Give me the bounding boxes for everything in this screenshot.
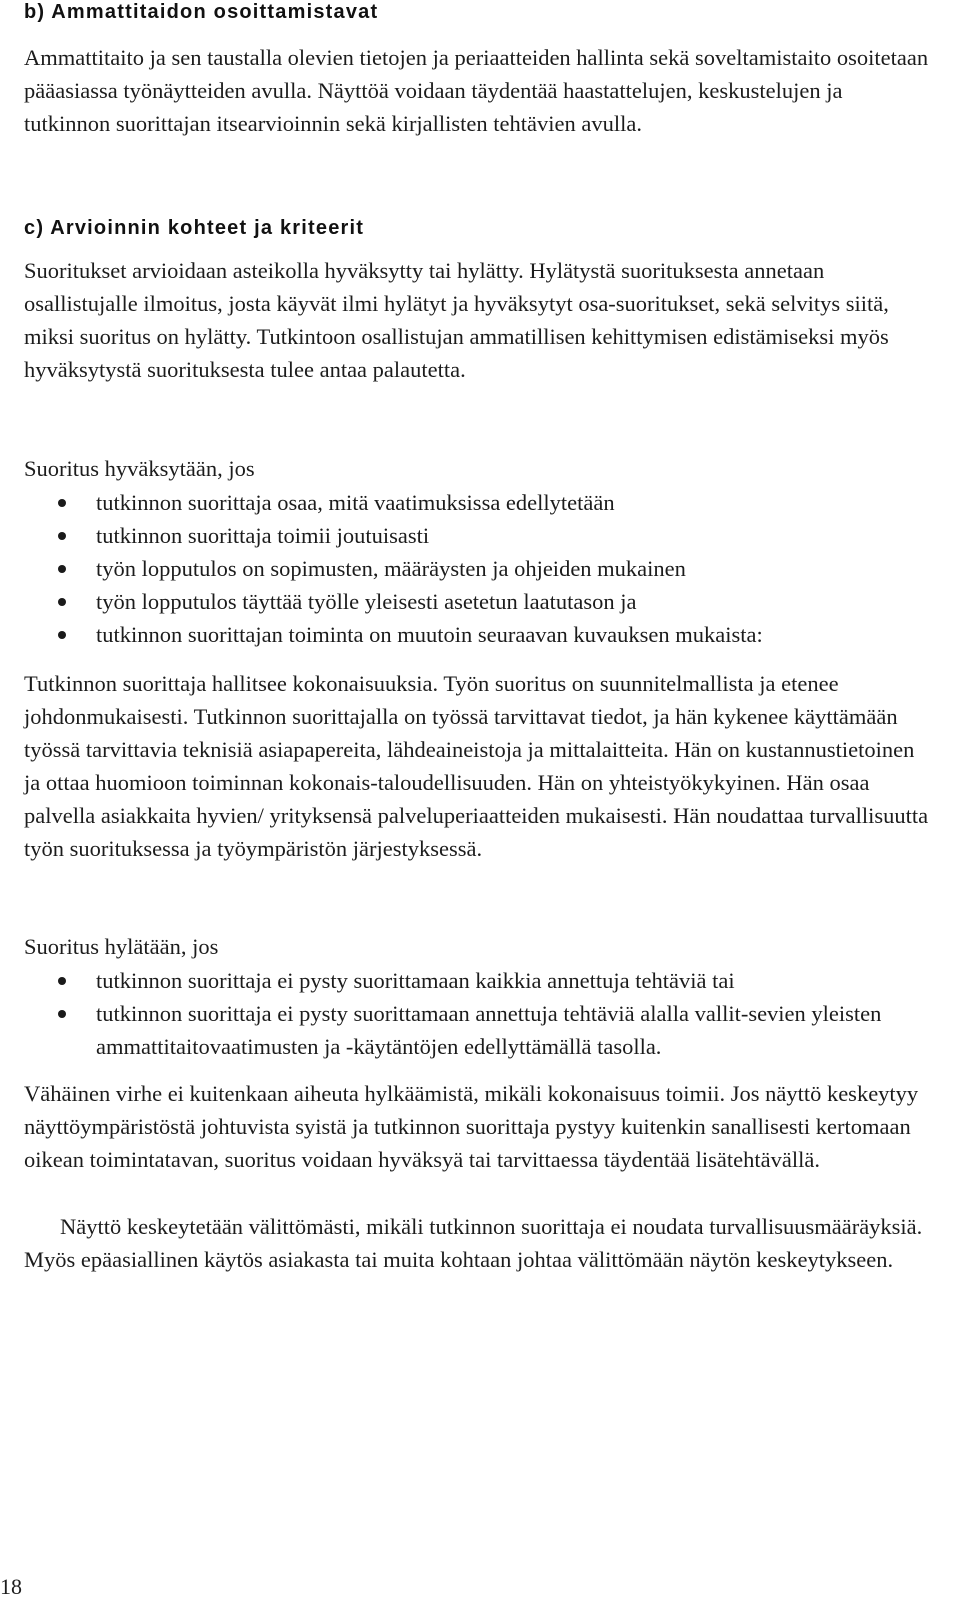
bullet-icon xyxy=(58,499,66,507)
list-item xyxy=(24,519,929,552)
section-c-heading: c) Arvioinnin kohteet ja kriteerit xyxy=(24,217,365,239)
list-item-text: tutkinnon suorittaja ei pysty suorittamaan kaikkia annettuja tehtäviä tai xyxy=(96,968,735,993)
minor-error-paragraph: Vähäinen virhe ei kuitenkaan aiheuta hylkäämistä, mikäli kokonaisuus toimii. Jos näyttö keskeytyy näyttöympäristöstä johtuvista syistä ja tutkinnon suorittaja pystyy kuitenkin sanallisesti kertomaan oikean toimintatavan, suoritus voidaan hyväksyä tai tarvittaessa täydentää lisätehtävällä. xyxy=(24,1081,919,1172)
rejected-criteria-list xyxy=(24,964,936,1063)
bullet-icon xyxy=(58,565,66,573)
list-item xyxy=(24,997,936,1063)
approved-intro: Suoritus hyväksytään, jos xyxy=(24,456,255,481)
list-item xyxy=(24,964,936,997)
list-item-text: tutkinnon suorittaja ei pysty suorittamaan annettuja tehtäviä alalla vallit-sevien yleisten ammattitaitovaatimusten ja -käytäntöjen edellyttämällä tasolla. xyxy=(96,1001,882,1059)
approved-criteria-list xyxy=(24,486,929,651)
list-item-text: tutkinnon suorittaja toimii joutuisasti xyxy=(96,523,430,548)
bullet-icon xyxy=(58,1010,66,1018)
section-b-paragraph: Ammattitaito ja sen taustalla olevien tietojen ja periaatteiden hallinta sekä soveltamistaito osoitetaan pääasiassa työnäytteiden avulla. Näyttöä voidaan täydentää haastattelujen, keskustelujen ja tutkinnon suorittajan itsearvioinnin sekä kirjallisten tehtävien avulla. xyxy=(24,45,929,136)
section-b-heading: b) Ammattitaidon osoittamistavat xyxy=(24,1,379,23)
list-item xyxy=(24,618,929,651)
bullet-icon xyxy=(58,631,66,639)
list-item-text: työn lopputulos on sopimusten, määräysten ja ohjeiden mukainen xyxy=(96,556,686,581)
bullet-icon xyxy=(58,977,66,985)
list-item xyxy=(24,552,929,585)
list-item xyxy=(24,486,929,519)
rejected-intro: Suoritus hylätään, jos xyxy=(24,934,219,959)
assessment-paragraph: Suoritukset arvioidaan asteikolla hyväksytty tai hylätty. Hylätystä suorituksesta annetaan osallistujalle ilmoitus, josta käyvät ilmi hylätyt ja hyväksytyt osa-suoritukset, sekä selvitys siitä, miksi suoritus on hylätty. Tutkintoon osallistujan ammatillisen kehittymisen edistämiseksi myös hyväksytystä suorituksesta tulee antaa palautetta. xyxy=(24,258,889,382)
list-item-text: tutkinnon suorittaja osaa, mitä vaatimuksissa edellytetään xyxy=(96,490,615,515)
competence-description: Tutkinnon suorittaja hallitsee kokonaisuuksia. Työn suoritus on suunnitelmallista ja etenee johdonmukaisesti. Tutkinnon suorittajalla on työssä tarvittavat tiedot, ja hän kykenee käyttämään työssä tarvittavia teknisiä asiapapereita, lähdeaineistoja ja mittalaitteita. Hän on kustannustietoinen ja ottaa huomioon toiminnan kokonais-taloudellisuuden. Hän on yhteistyökykyinen. Hän osaa palvella asiakkaita hyvien/ yrityksensä palveluperiaatteiden mukaisesti. Hän noudattaa turvallisuutta työn suorituksessa ja työympäristön järjestyksessä. xyxy=(24,671,929,861)
list-item-text: tutkinnon suorittajan toiminta on muutoin seuraavan kuvauksen mukaista: xyxy=(96,622,763,647)
list-item-text: työn lopputulos täyttää työlle yleisesti asetetun laatutason ja xyxy=(96,589,637,614)
page-number: 18 xyxy=(0,1574,22,1599)
bullet-icon xyxy=(58,598,66,606)
list-item xyxy=(24,585,929,618)
bullet-icon xyxy=(58,532,66,540)
interruption-paragraph: Näyttö keskeytetään välittömästi, mikäli tutkinnon suorittaja ei noudata turvallisuusmääräyksiä. Myös epäasiallinen käytös asiakasta tai muita kohtaan johtaa välittömään näytön keskeytykseen. xyxy=(24,1214,923,1272)
